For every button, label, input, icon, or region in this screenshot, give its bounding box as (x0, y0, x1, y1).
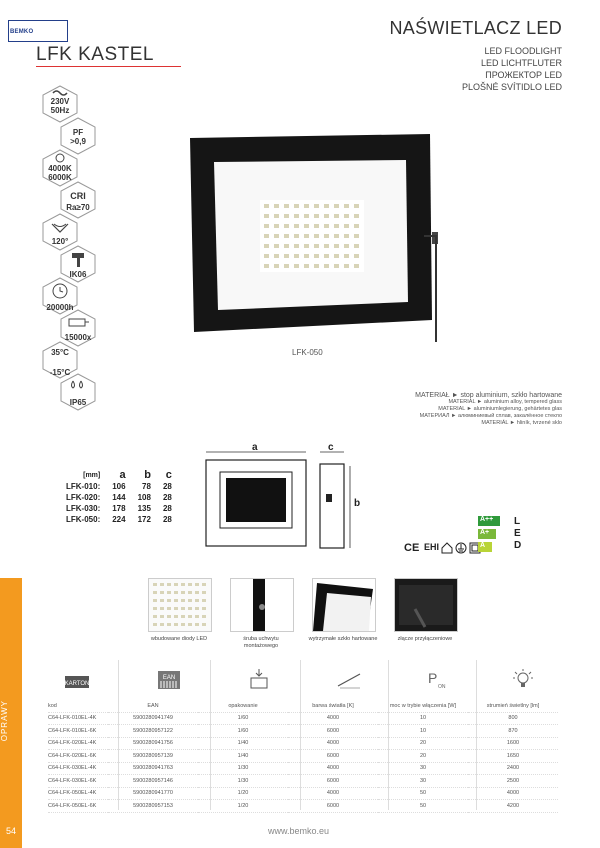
led-chip (174, 615, 178, 618)
led-chip (202, 583, 206, 586)
led-chip (284, 264, 289, 268)
led-chip (314, 204, 319, 208)
specs-header: kod (48, 700, 108, 712)
spec-cell: C64-LFK-010EL-4K (48, 712, 108, 725)
power-icon (424, 668, 450, 688)
dimensions-table (60, 470, 178, 525)
dim-cell: 108 (137, 493, 151, 502)
dim-label-a: a (252, 442, 258, 453)
dim-cell: 28 (162, 515, 172, 524)
led-chip (167, 599, 171, 602)
led-chip (264, 234, 269, 238)
page-number: 54 (6, 826, 17, 836)
lifetime-text: 20000h (46, 303, 74, 312)
led-chip (160, 599, 164, 602)
led-chip (294, 224, 299, 228)
led-chip (284, 224, 289, 228)
led-chip (294, 244, 299, 248)
spec-cell: 4000 (288, 712, 378, 725)
subtitle-en: LED FLOODLIGHT (484, 46, 562, 56)
dim-label-b: b (354, 498, 361, 509)
led-chip (304, 264, 309, 268)
led-chip (195, 591, 199, 594)
section-label: OPRAWY (0, 700, 9, 742)
spec-cell: 6000 (288, 750, 378, 763)
spec-cell: 800 (468, 712, 558, 725)
dimensions-row (60, 514, 178, 525)
subtitle-cz: PLOŠNÉ SVÍTIDLO LED (461, 82, 562, 92)
led-chip (153, 583, 157, 586)
led-chip (334, 244, 339, 248)
led-chip (188, 591, 192, 594)
spec-cell: 1/30 (198, 762, 288, 775)
material-block (415, 392, 562, 427)
led-chip (160, 583, 164, 586)
led-chip (181, 623, 185, 626)
footer-url[interactable]: www.bemko.eu (268, 826, 330, 836)
spec-cell: 1/60 (198, 712, 288, 725)
led-chip (294, 204, 299, 208)
led-chip (314, 244, 319, 248)
dimensions-row (60, 503, 178, 514)
technical-drawing (196, 444, 366, 554)
spec-cell: C64-LFK-050EL-4K (48, 787, 108, 800)
led-chip (153, 607, 157, 610)
led-chip (188, 623, 192, 626)
product-caption: LFK-050 (292, 348, 323, 357)
led-chip (264, 244, 269, 248)
spec-cell: C64-LFK-020EL-6K (48, 750, 108, 763)
spec-cell: C64-LFK-030EL-4K (48, 762, 108, 775)
spec-cell: 2500 (468, 775, 558, 788)
specs-header: opakowanie (198, 700, 288, 712)
spec-cell: 5900280941770 (108, 787, 198, 800)
energy-letter: D (514, 540, 522, 551)
led-chip (202, 623, 206, 626)
led-chip (274, 244, 279, 248)
dim-cell: 78 (142, 482, 151, 491)
spec-cell: 1/30 (198, 775, 288, 788)
pf-label: PF (72, 128, 84, 137)
led-chip (314, 224, 319, 228)
spec-cell: 870 (468, 725, 558, 738)
spec-cell: 4000 (288, 787, 378, 800)
led-chip (284, 254, 289, 258)
cri-value: Ra≥70 (66, 203, 90, 212)
spec-cell: C64-LFK-050EL-6K (48, 800, 108, 813)
divider (36, 66, 181, 67)
led-chip (334, 214, 339, 218)
led-chip (294, 254, 299, 258)
spec-cell: C64-LFK-010EL-6K (48, 725, 108, 738)
led-chip (344, 214, 349, 218)
led-chip (314, 214, 319, 218)
led-chip (264, 214, 269, 218)
power-icon-label: ON (438, 684, 446, 690)
spec-cell: 4000 (468, 787, 558, 800)
led-chip (334, 264, 339, 268)
specs-header: EAN (108, 700, 198, 712)
table-row (48, 762, 558, 775)
led-chip (188, 599, 192, 602)
led-chip (324, 224, 329, 228)
led-chip (354, 234, 359, 238)
led-chip (324, 204, 329, 208)
dim-cell: 224 (112, 515, 126, 524)
led-chip (344, 234, 349, 238)
led-chip (274, 224, 279, 228)
led-chip (153, 599, 157, 602)
ground-symbol-icon (455, 541, 467, 553)
ean-icon-label: EAN (162, 675, 176, 681)
svg-text:P: P (428, 670, 438, 686)
spec-cell: 5900280957139 (108, 750, 198, 763)
spec-cell: 1/20 (198, 787, 288, 800)
spec-cell: 20 (378, 750, 468, 763)
specs-header: barwa światła [K] (288, 700, 378, 712)
spec-cell: 50 (378, 787, 468, 800)
led-chip (324, 254, 329, 258)
led-chip (174, 623, 178, 626)
led-chip (153, 623, 157, 626)
led-chip (304, 214, 309, 218)
led-chip (153, 591, 157, 594)
led-chip (354, 244, 359, 248)
dimensions-row (60, 492, 178, 503)
temp-min-text: -15°C (49, 368, 71, 377)
led-chip (264, 254, 269, 258)
led-chip (324, 244, 329, 248)
led-chip (344, 204, 349, 208)
led-chip (174, 583, 178, 586)
dim-cell: LFK-010: (66, 482, 101, 491)
led-chip (160, 615, 164, 618)
led-chip (294, 234, 299, 238)
led-chip (188, 615, 192, 618)
led-chip (344, 224, 349, 228)
led-chip (354, 224, 359, 228)
spec-cell: 5900280957153 (108, 800, 198, 813)
table-row (48, 750, 558, 763)
table-row (48, 787, 558, 800)
led-chip (195, 599, 199, 602)
led-chip (195, 623, 199, 626)
spec-cell: 1/60 (198, 725, 288, 738)
thumbnail-leds (148, 578, 212, 632)
table-row (48, 725, 558, 738)
cct-4000: 4000K (48, 164, 72, 173)
led-chip (334, 234, 339, 238)
dim-cell: 28 (162, 504, 172, 513)
dim-header: [mm] (83, 472, 101, 479)
energy-side-letters (514, 516, 521, 552)
dim-label-c: c (328, 442, 334, 453)
dimensions-row (60, 481, 178, 492)
lumen-icon (510, 668, 536, 688)
spec-cell: 1600 (468, 737, 558, 750)
led-chip (284, 234, 289, 238)
specs-header-row (48, 700, 558, 712)
subtitle-de: LED LICHTFLUTER (480, 58, 562, 68)
led-chip (324, 264, 329, 268)
table-row (48, 712, 558, 725)
led-chip (274, 214, 279, 218)
led-chip (304, 254, 309, 258)
led-chip (334, 204, 339, 208)
led-chip (160, 623, 164, 626)
series-name: LFK KASTEL (36, 44, 154, 65)
product-title: NAŚWIETLACZ LED (389, 18, 562, 38)
water-drops-icon (58, 372, 98, 412)
led-chip (160, 607, 164, 610)
specs-table (48, 700, 558, 813)
eac-mark-icon: EHI (424, 542, 440, 552)
dim-header: c (165, 469, 172, 481)
spec-cell: C64-LFK-030EL-6K (48, 775, 108, 788)
material-en: MATERIAL ► aluminium alloy, tempered glass (448, 399, 562, 405)
led-chip (188, 583, 192, 586)
spec-cell: 5900280957146 (108, 775, 198, 788)
led-chip (324, 214, 329, 218)
led-chip (264, 224, 269, 228)
spec-cell: 4000 (288, 762, 378, 775)
dim-cell: 135 (137, 504, 151, 513)
spec-cell: 30 (378, 775, 468, 788)
led-chip (264, 264, 269, 268)
led-chip (274, 234, 279, 238)
spec-cell: 1/20 (198, 800, 288, 813)
dim-cell: 144 (112, 493, 126, 502)
specs-header: moc w trybie włączenia [W] (378, 700, 468, 712)
cri-label: CRI (70, 191, 86, 201)
led-chip (181, 583, 185, 586)
thumbnail-screw (230, 578, 294, 632)
led-chip (304, 224, 309, 228)
led-chip (167, 583, 171, 586)
led-chip (181, 607, 185, 610)
led-chip (188, 607, 192, 610)
led-chip (195, 615, 199, 618)
temp-max-text: 35°C (51, 348, 69, 357)
product-photo (188, 132, 438, 342)
frequency-text: 50Hz (50, 106, 70, 115)
spec-cell: 1650 (468, 750, 558, 763)
energy-class-a: A (478, 542, 492, 552)
material-de: MATERIAL ► aluminiumlegierung, gehärtetes glas (438, 406, 562, 412)
led-chip (274, 204, 279, 208)
cct-6000: 6000K (48, 173, 72, 182)
material-main: MATERIAŁ ► stop aluminium, szkło hartowane (415, 392, 562, 399)
led-chip (344, 244, 349, 248)
spec-cell: 6000 (288, 800, 378, 813)
spec-cell: C64-LFK-020EL-4K (48, 737, 108, 750)
led-chip (324, 234, 329, 238)
led-chip (354, 254, 359, 258)
dim-cell: 106 (112, 482, 126, 491)
dimensions-header (60, 470, 178, 481)
voltage-text: 230V (50, 97, 70, 106)
led-chip (174, 599, 178, 602)
dim-header: b (144, 469, 151, 481)
led-chip (167, 623, 171, 626)
spec-cell: 6000 (288, 775, 378, 788)
product-subtitles (462, 45, 562, 93)
spec-cell: 5900280941763 (108, 762, 198, 775)
led-chip (294, 214, 299, 218)
ik-rating-text: IK06 (69, 270, 87, 279)
spec-cell: 30 (378, 762, 468, 775)
led-chip (202, 599, 206, 602)
thumbnail-caption: złącze przyłączeniowe (397, 636, 453, 642)
led-chip (354, 204, 359, 208)
led-chip (314, 234, 319, 238)
led-chip (274, 254, 279, 258)
table-row (48, 775, 558, 788)
led-chip (174, 607, 178, 610)
thumbnail-glass (312, 578, 376, 632)
table-row (48, 737, 558, 750)
color-temp-icon (336, 670, 362, 690)
dim-cell: LFK-020: (66, 493, 101, 502)
subtitle-ru: ПРОЖЕКТОР LED (485, 70, 562, 80)
spec-cell: 6000 (288, 725, 378, 738)
led-chip (294, 264, 299, 268)
led-chip (167, 607, 171, 610)
led-chip (153, 615, 157, 618)
energy-label (478, 516, 528, 556)
led-chip (354, 214, 359, 218)
led-chip (284, 244, 289, 248)
specs-header: strumień świetlny [lm] (468, 700, 558, 712)
dim-cell: LFK-030: (66, 504, 101, 513)
led-chip (264, 204, 269, 208)
energy-class-a-plus: A+ (478, 529, 496, 539)
led-chip (202, 591, 206, 594)
led-chip (195, 583, 199, 586)
led-chip (304, 244, 309, 248)
packaging-icon (246, 668, 272, 688)
spec-cell: 2400 (468, 762, 558, 775)
dim-cell: 172 (137, 515, 151, 524)
led-chip (354, 264, 359, 268)
ce-mark-icon: CE (404, 542, 420, 554)
dim-cell: LFK-050: (66, 515, 101, 524)
thumbnail-caption: wbudowane diody LED (150, 636, 208, 642)
led-chip (344, 264, 349, 268)
led-chip (284, 204, 289, 208)
spec-cell: 1/40 (198, 750, 288, 763)
spec-cell: 4000 (288, 737, 378, 750)
karton-icon-label: KARTON (64, 681, 90, 687)
led-chip (202, 607, 206, 610)
led-chip (334, 224, 339, 228)
material-ru: МАТЕРИАЛ ► алюминиевый сплав, закалённое стекло (419, 413, 562, 419)
led-chip (304, 204, 309, 208)
spec-cell: 1/40 (198, 737, 288, 750)
pf-value: >0,9 (70, 137, 86, 146)
dim-cell: 178 (112, 504, 126, 513)
dim-cell: 28 (162, 482, 172, 491)
led-chip (344, 254, 349, 258)
led-chip (181, 615, 185, 618)
led-chip (195, 607, 199, 610)
switch-cycles-text: 15000x (64, 333, 92, 342)
dim-header: a (119, 469, 126, 481)
led-chip (202, 615, 206, 618)
led-chip (314, 264, 319, 268)
thumbnail-caption: śruba uchwytu montażowego (243, 636, 279, 649)
led-chip (181, 599, 185, 602)
spec-cell: 5900280941756 (108, 737, 198, 750)
energy-letter: L (514, 516, 521, 527)
spec-cell: 5900280957122 (108, 725, 198, 738)
energy-letter: E (514, 528, 521, 539)
spec-cell: 20 (378, 737, 468, 750)
thumbnail-caption: wytrzymałe szkło hartowane (308, 636, 378, 642)
led-chip (304, 234, 309, 238)
led-chip (284, 214, 289, 218)
led-chip (160, 591, 164, 594)
table-row (48, 800, 558, 813)
led-chip (167, 615, 171, 618)
spec-cell: 10 (378, 725, 468, 738)
ip-rating-text: IP65 (69, 398, 87, 407)
led-chip (181, 591, 185, 594)
ean-icon (156, 670, 182, 690)
thumbnail-connector (394, 578, 458, 632)
spec-cell: 4200 (468, 800, 558, 813)
dim-cell: 28 (162, 493, 172, 502)
led-chip (334, 254, 339, 258)
spec-cell: 10 (378, 712, 468, 725)
led-chip (274, 264, 279, 268)
spec-cell: 50 (378, 800, 468, 813)
led-chip (174, 591, 178, 594)
brand-logo-text: BEMKO (10, 29, 34, 35)
beam-angle-text: 120° (51, 237, 69, 246)
house-icon (441, 541, 453, 553)
led-chip (314, 254, 319, 258)
led-chip (167, 591, 171, 594)
spec-cell: 5900280941749 (108, 712, 198, 725)
material-cz: MATERIÁL ► hliník, tvrzené sklo (481, 420, 562, 426)
energy-class-a-plus-plus: A++ (478, 516, 500, 526)
karton-icon (64, 672, 90, 692)
